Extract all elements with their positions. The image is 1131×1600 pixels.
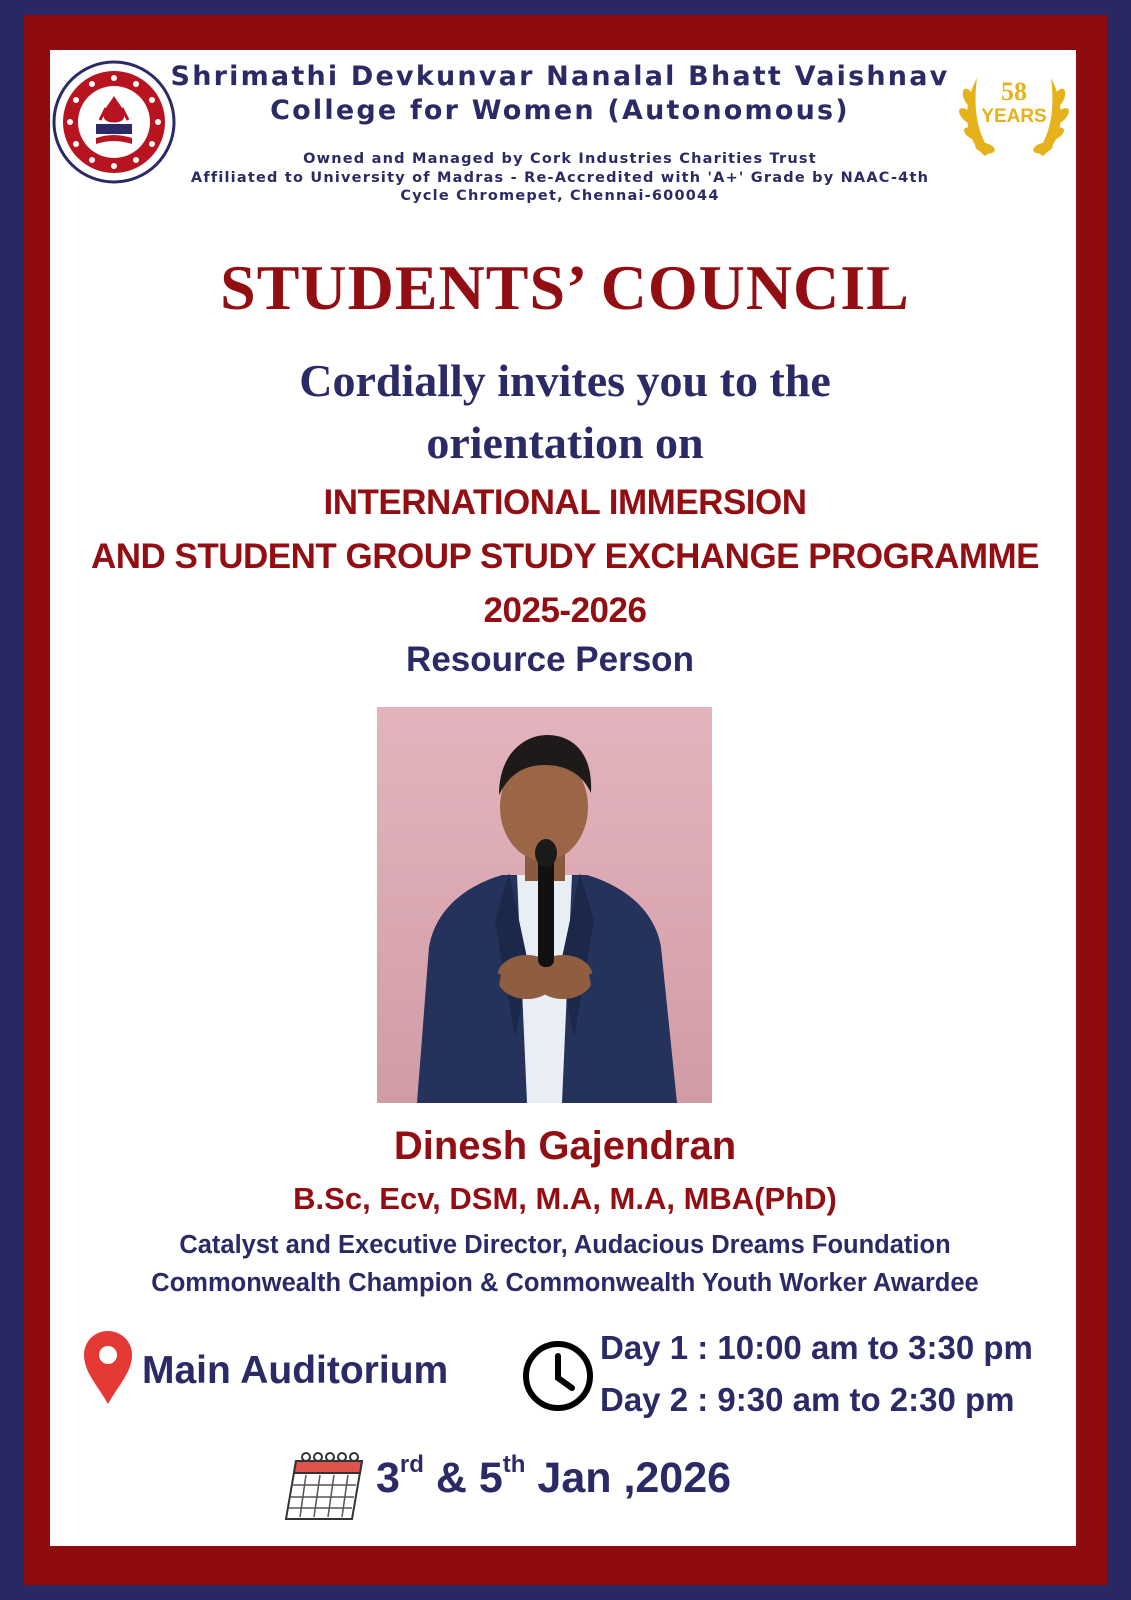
clock-icon [520, 1338, 596, 1414]
date-day-b: 5 [478, 1454, 503, 1502]
badge-word: YEARS [981, 106, 1047, 127]
date-suffix-b: th [502, 1451, 526, 1478]
badge-number: 58 [1001, 77, 1027, 106]
college-affiliation [160, 150, 960, 206]
page-title: STUDENTS’ COUNCIL [220, 252, 910, 323]
programme-line1: INTERNATIONAL IMMERSION [323, 483, 807, 522]
speaker-role-line1: Catalyst and Executive Director, Audacious Dreams Foundation [179, 1231, 951, 1259]
schedule [600, 1322, 1080, 1426]
invite-line1: Cordially invites you to the [299, 355, 831, 406]
location-pin-icon [80, 1328, 136, 1406]
college-sub-line3: Cycle Chromepet, Chennai-600044 [400, 188, 720, 204]
speaker-role-line2: Commonwealth Champion & Commonwealth Youth Worker Awardee [151, 1269, 979, 1297]
speaker-designation [60, 1226, 1070, 1302]
programme-title [60, 476, 1070, 638]
date-day-a: 3 [376, 1454, 400, 1502]
speaker-name: Dinesh Gajendran [393, 1124, 737, 1168]
date-suffix-a: rd [399, 1451, 424, 1478]
programme-line2: AND STUDENT GROUP STUDY EXCHANGE PROGRAMME [90, 537, 1040, 576]
programme-year: 2025-2026 [483, 591, 647, 630]
college-name-line2: College for Women (Autonomous) [270, 95, 850, 126]
invite-line2: orientation on [426, 417, 704, 468]
college-sub-line2: Affiliated to University of Madras - Re-Accredited with 'A+' Grade by NAAC-4th [190, 169, 930, 186]
date-joiner: & [423, 1454, 479, 1502]
date-rest: Jan ,2026 [525, 1454, 732, 1502]
speaker-qualifications: B.Sc, Ecv, DSM, M.A, M.A, MBA(PhD) [293, 1181, 837, 1216]
schedule-day1: Day 1 : 10:00 am to 3:30 pm [600, 1329, 1033, 1366]
college-sub-line1: Owned and Managed by Cork Industries Charities Trust [303, 151, 817, 167]
calendar-icon [282, 1445, 366, 1523]
speaker-photo [377, 707, 712, 1103]
college-name-line1: Shrimathi Devkunvar Nanalal Bhatt Vaishnav [170, 61, 950, 92]
speaker-portrait-illustration [377, 707, 712, 1103]
laurel-wreath-icon [955, 58, 1073, 166]
college-emblem-icon [52, 60, 176, 184]
invite-text [120, 350, 1010, 474]
resource-person-label: Resource Person [406, 640, 694, 679]
event-date [376, 1448, 876, 1508]
schedule-day2: Day 2 : 9:30 am to 2:30 pm [600, 1381, 1015, 1418]
venue-label: Main Auditorium [142, 1349, 449, 1392]
college-name [160, 60, 960, 128]
